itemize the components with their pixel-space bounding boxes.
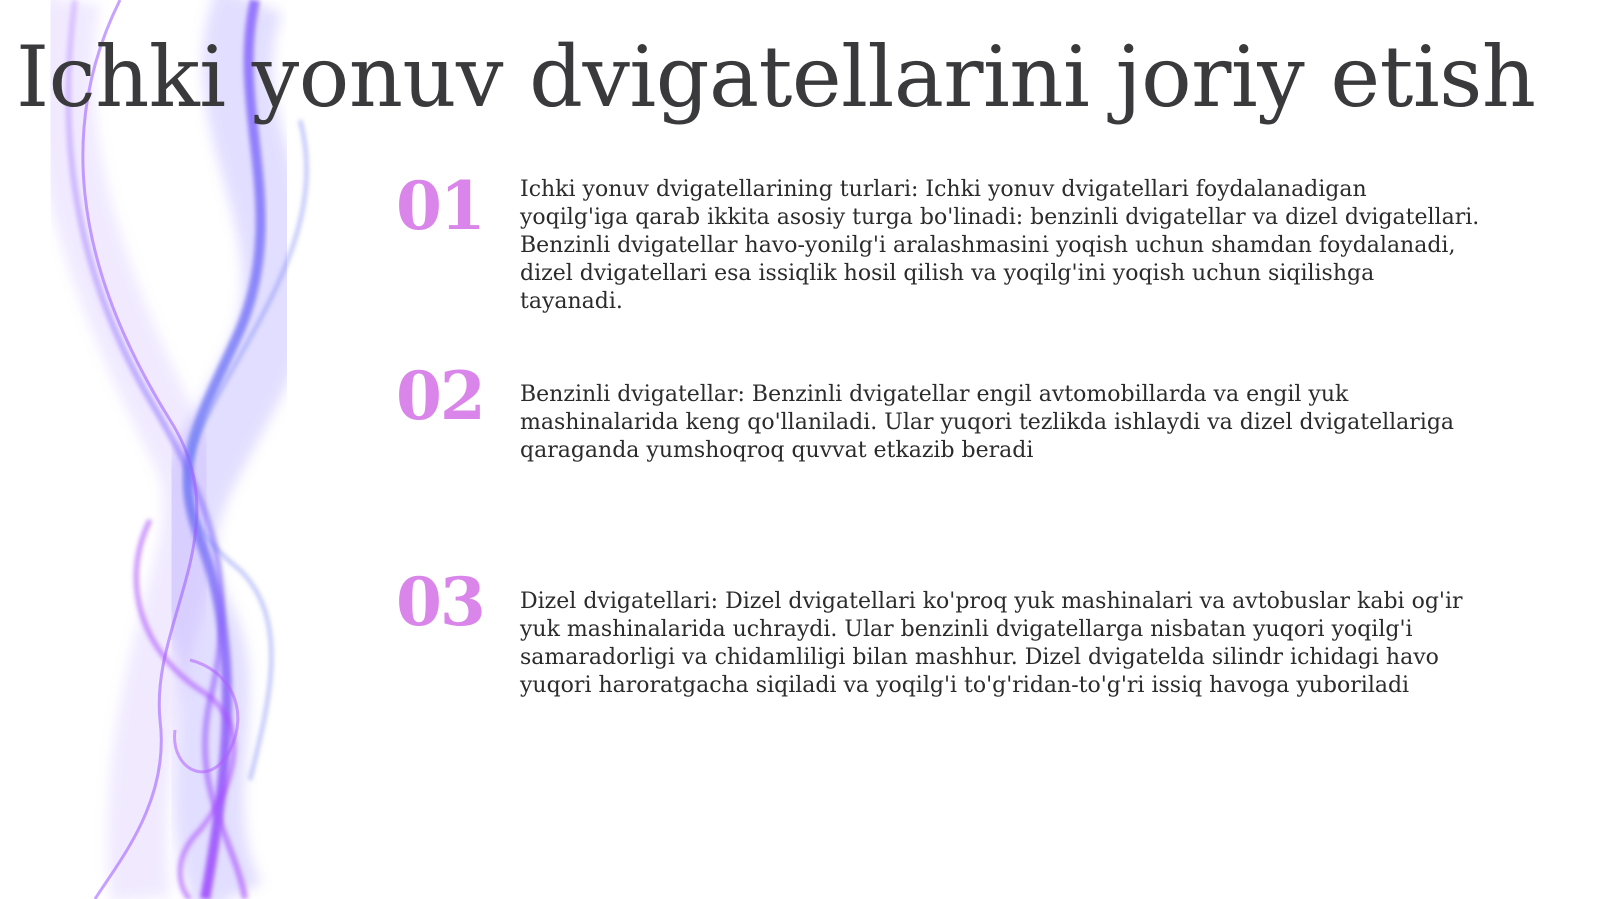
item-number-02: 02 bbox=[396, 357, 484, 435]
slide-title: Ichki yonuv dvigatellarini joriy etish bbox=[16, 28, 1536, 126]
item-number-01: 01 bbox=[396, 167, 484, 245]
item-text-03: Dizel dvigatellari: Dizel dvigatellari ko'proq yuk mashinalari va avtobuslar kabi og'ir yuk mashinalarida uchraydi. Ular benzinli dvigatellarga nisbatan yuqori yoqilg'i samaradorligi va chidamliligi bilan mashhur. Dizel dvigatelda silindr ichidagi havo yuqori haroratgacha siqiladi va yoqilg'i to'g'ridan-to'g'ri issiq havoga yuboriladi bbox=[520, 589, 1463, 698]
item-number-03: 03 bbox=[396, 563, 484, 641]
smoke-swirl-decoration bbox=[0, 0, 400, 899]
item-text-02: Benzinli dvigatellar: Benzinli dvigatellar engil avtomobillarda va engil yuk mashinalarida keng qo'llaniladi. Ular yuqori tezlikda ishlaydi va dizel dvigatellariga qaraganda yumshoqroq quvvat etkazib beradi bbox=[520, 382, 1455, 463]
item-text-01: Ichki yonuv dvigatellarining turlari: Ichki yonuv dvigatellari foydalanadigan yoqilg'iga qarab ikkita asosiy turga bo'linadi: benzinli dvigatellar va dizel dvigatellari. Benzinli dvigatellar havo-yonilg'i aralashmasini yoqish uchun shamdan foydalanadi, dizel dvigatellari esa issiqlik hosil qilish va yoqilg'ini yoqish uchun siqilishga tayanadi. bbox=[520, 177, 1480, 314]
